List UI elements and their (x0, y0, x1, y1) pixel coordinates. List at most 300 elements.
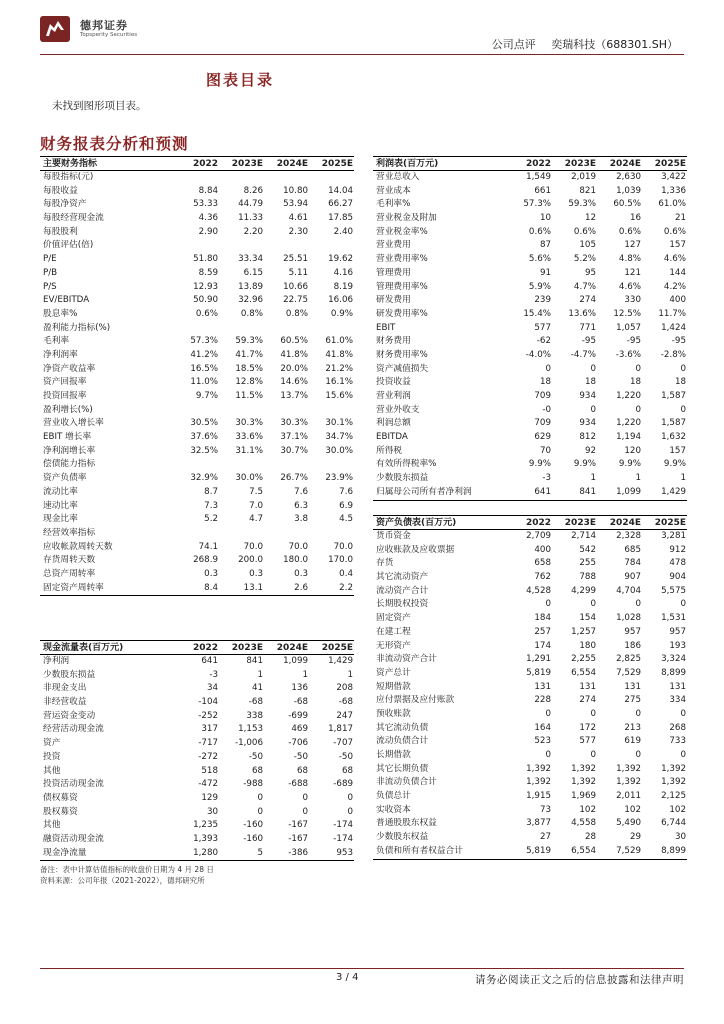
row-label: 流动负债合计 (376, 736, 429, 747)
cell-value: 4.6% (663, 254, 686, 265)
year-header: 2022 (525, 159, 551, 169)
cell-value: -3.6% (615, 349, 641, 360)
table-row (40, 847, 354, 861)
cell-value: 8,899 (661, 667, 686, 678)
table-row (373, 472, 687, 486)
table-row (40, 527, 354, 541)
cell-value: 1,153 (238, 724, 263, 735)
cell-value: 13.1 (243, 582, 263, 593)
cell-value: -167 (288, 833, 308, 844)
cell-value: 121 (624, 267, 641, 278)
table-row (373, 226, 687, 240)
cell-value: 0 (635, 708, 641, 719)
cell-value: 4.36 (198, 213, 218, 224)
cell-value: 16.5% (190, 363, 218, 374)
cell-value: 41.2% (190, 349, 218, 360)
cell-value: 30.1% (325, 418, 353, 429)
table-row (373, 585, 687, 599)
cell-value: 44.79 (238, 199, 263, 210)
row-label: 应收账款及应收票据 (376, 544, 455, 555)
year-header: 2022 (192, 159, 218, 169)
cell-value: 0.8% (285, 308, 308, 319)
table-row (40, 737, 354, 751)
cell-value: 16.1% (325, 377, 353, 388)
cell-value: 27 (539, 832, 551, 843)
cell-value: 5.6% (528, 254, 551, 265)
page-number: 3 / 4 (336, 972, 359, 983)
cell-value: 0 (590, 750, 596, 760)
cell-value: 934 (579, 391, 596, 401)
cell-value: 1 (257, 669, 263, 680)
table-row (40, 723, 354, 737)
table-row (40, 765, 354, 779)
cell-value: 213 (624, 722, 641, 733)
row-label: 利润总额 (376, 418, 411, 429)
row-label: P/B (43, 267, 58, 278)
cell-value: -4.7% (570, 349, 596, 360)
table-row (40, 294, 354, 308)
cell-value: 11.33 (238, 213, 263, 224)
cell-value: 0 (545, 363, 551, 374)
cell-value: 4.16 (333, 267, 353, 278)
cell-value: 9.9% (573, 459, 596, 470)
row-label: 少数股东损益 (43, 669, 96, 680)
row-label: 其它流动负债 (376, 722, 429, 733)
table-row (40, 472, 354, 486)
cell-value: 338 (246, 710, 263, 721)
cell-value: 12.5% (613, 308, 641, 319)
cell-value: 934 (579, 418, 596, 429)
row-label: 在建工程 (376, 626, 411, 637)
cell-value: 10.80 (283, 185, 308, 196)
row-label: 财务费用率% (376, 349, 428, 360)
row-label: 投资 (43, 751, 61, 762)
table-row (373, 544, 687, 558)
cell-value (309, 239, 354, 253)
cell-value: 2,328 (616, 531, 641, 541)
cell-value: 0.6% (573, 226, 596, 237)
cell-value: 1,392 (571, 763, 596, 774)
row-label: 每股净资产 (43, 199, 87, 210)
cell-value: 66.27 (328, 199, 353, 210)
table-header (373, 156, 687, 171)
cell-value: -174 (333, 833, 353, 844)
cell-value: -2.8% (660, 349, 686, 360)
cell-value: 1,531 (661, 613, 686, 624)
cell-value: -689 (333, 779, 353, 790)
table-row (373, 831, 687, 845)
cell-value: 74.1 (198, 541, 218, 552)
row-label: 预收账款 (376, 708, 411, 719)
cell-value: 11.5% (235, 391, 263, 401)
cell-value: 0 (347, 792, 353, 803)
cell-value: 523 (534, 736, 551, 747)
cell-value: 518 (201, 765, 218, 776)
cell-value: 661 (534, 185, 551, 196)
cell-value (174, 239, 219, 253)
cell-value: 2.30 (288, 226, 308, 237)
cell-value: 164 (534, 722, 551, 733)
cell-value: 1,028 (616, 613, 641, 624)
cell-value: 5.9% (528, 281, 551, 292)
toc-title: 图表目录 (206, 71, 275, 89)
cell-value: 19.62 (328, 254, 353, 265)
cell-value: 10.66 (283, 281, 308, 292)
table-row (373, 735, 687, 749)
year-header: 2023E (564, 159, 596, 169)
row-label: 总资产周转率 (43, 568, 96, 579)
cell-value: 41.8% (325, 349, 353, 360)
cell-value: 0 (635, 750, 641, 760)
cell-value: 8,899 (661, 845, 686, 856)
year-header: 2024E (276, 643, 308, 653)
cell-value: 0 (302, 806, 308, 817)
row-label: 存货 (376, 558, 394, 569)
logo-text-en: Topsperity Securities (80, 32, 138, 38)
cell-value: 8.26 (243, 185, 263, 196)
table-row (373, 776, 687, 790)
cell-value: 957 (624, 626, 641, 637)
cell-value: 641 (534, 486, 551, 497)
cell-value: 0 (680, 750, 686, 760)
cell-value: 7,529 (616, 667, 641, 678)
row-label: 营业外收支 (376, 404, 420, 415)
cell-value: 105 (579, 240, 596, 251)
table-title: 利润表(百万元) (376, 159, 439, 169)
table-row (373, 322, 687, 336)
cell-value: 70.0 (333, 541, 353, 552)
cell-value: 1,424 (661, 322, 686, 333)
row-label: 营运资金变动 (43, 710, 96, 721)
row-label: 管理费用 (376, 267, 411, 278)
cell-value: 0 (545, 750, 551, 760)
row-label: 盈利增长(%) (43, 404, 93, 415)
cell-value: -95 (671, 336, 686, 347)
balance-sheet-table (373, 515, 687, 860)
row-label: 有效所得税率% (376, 459, 437, 470)
cell-value: 13.6% (568, 308, 596, 319)
cell-value: 6,554 (571, 667, 596, 678)
toc-note: 未找到图形项目表。 (52, 100, 147, 112)
cell-value: 7.3 (204, 500, 218, 511)
table-row (40, 568, 354, 582)
row-label: 研发费用率% (376, 308, 428, 319)
cell-value: 1 (635, 473, 641, 484)
logo-icon (40, 16, 70, 42)
table-row (373, 185, 687, 199)
cell-value: -4.0% (525, 349, 551, 360)
cell-value: 91 (539, 267, 551, 278)
cell-value: -95 (581, 336, 596, 347)
table-row (40, 198, 354, 212)
row-label: 净利润增长率 (43, 445, 96, 456)
table-row (373, 749, 687, 763)
cell-value: 157 (669, 445, 686, 456)
cell-value (264, 171, 309, 185)
cell-value: 9.9% (618, 459, 641, 470)
cell-value: 334 (669, 695, 686, 706)
cell-value: 821 (579, 185, 596, 196)
cell-value: 841 (246, 656, 263, 666)
row-label: EBITDA (376, 432, 408, 443)
cell-value: 129 (201, 792, 218, 803)
row-label: 实收资本 (376, 804, 411, 815)
table-row (40, 363, 354, 377)
cell-value: 619 (624, 736, 641, 747)
cell-value: 9.7% (195, 391, 218, 401)
table-row (373, 722, 687, 736)
table-row (40, 582, 354, 596)
row-label: 长期股权投资 (376, 599, 429, 610)
cell-value: 2.20 (243, 226, 263, 237)
row-label: 长期借款 (376, 750, 411, 760)
cell-value (174, 322, 219, 336)
cell-value: 60.5% (613, 199, 641, 210)
cell-value: 469 (291, 724, 308, 735)
row-label: 投资活动现金流 (43, 779, 104, 790)
table-row (40, 554, 354, 568)
cell-value: 170.0 (328, 555, 353, 566)
cell-value: 268 (669, 722, 686, 733)
cell-value: 4.6% (618, 281, 641, 292)
cell-value: 7.6 (294, 486, 308, 497)
cell-value: 0 (545, 599, 551, 610)
cell-value: 0.3 (204, 568, 218, 579)
table-row (40, 751, 354, 765)
cell-value: 18 (674, 377, 686, 388)
cell-value: 131 (579, 681, 596, 692)
year-header: 2024E (276, 159, 308, 169)
row-label: 流动比率 (43, 486, 78, 497)
cell-value: -699 (288, 710, 308, 721)
cell-value: 6,554 (571, 845, 596, 856)
table-row (40, 792, 354, 806)
table-row (373, 681, 687, 695)
cell-value (219, 322, 264, 336)
row-label: 投资收益 (376, 377, 411, 388)
cell-value: 400 (534, 544, 551, 555)
cell-value: 102 (624, 804, 641, 815)
cell-value: 18 (584, 377, 596, 388)
cell-value (309, 404, 354, 418)
cell-value: -95 (626, 336, 641, 347)
cell-value: 0.6% (528, 226, 551, 237)
cell-value: 10 (539, 213, 551, 224)
cell-value: 0 (590, 363, 596, 374)
table-row (40, 486, 354, 500)
cell-value: 0.6% (618, 226, 641, 237)
cell-value: 7.6 (339, 486, 353, 497)
table-row (40, 253, 354, 267)
cell-value: 120 (624, 445, 641, 456)
cell-value (309, 171, 354, 185)
cell-value: 2,709 (526, 531, 551, 541)
table-row (373, 845, 687, 859)
row-label: 固定资产 (376, 613, 411, 624)
cell-value: 812 (579, 432, 596, 443)
cell-value: -1,006 (234, 738, 263, 749)
table-row (373, 458, 687, 472)
cell-value (219, 239, 264, 253)
row-label: 所得税 (376, 445, 403, 456)
cell-value (219, 458, 264, 472)
row-label: P/S (43, 281, 57, 292)
row-label: 财务费用 (376, 336, 411, 347)
cell-value (309, 322, 354, 336)
cell-value: 0 (302, 792, 308, 803)
cell-value: 57.3% (523, 199, 551, 210)
cell-value: 904 (669, 572, 686, 583)
cell-value: 41.7% (235, 349, 263, 360)
cell-value: 0 (590, 708, 596, 719)
income-statement-table (373, 156, 687, 501)
cell-value: 3,324 (661, 654, 686, 665)
table-row (40, 171, 354, 185)
cell-value: 11.7% (658, 308, 686, 319)
row-label: 非流动资产合计 (376, 654, 437, 665)
table-row (373, 626, 687, 640)
cell-value: -62 (536, 336, 551, 347)
cell-value: 0 (680, 363, 686, 374)
table-row (40, 833, 354, 847)
cell-value: 1,587 (661, 418, 686, 429)
table-row (373, 557, 687, 571)
year-header: 2022 (192, 643, 218, 653)
cell-value: 30.5% (190, 418, 218, 429)
row-label: 现金净流量 (43, 847, 87, 858)
cell-value: 0 (635, 363, 641, 374)
cell-value: 1,392 (571, 777, 596, 788)
table-title: 现金流量表(百万元) (43, 643, 124, 653)
cell-value: 131 (534, 681, 551, 692)
cell-value: 1,220 (616, 391, 641, 401)
cell-value: 1,429 (661, 486, 686, 497)
row-label: 投资回报率 (43, 391, 87, 401)
table-row (373, 335, 687, 349)
cell-value: 1,257 (571, 626, 596, 637)
row-label: 价值评估(倍) (43, 240, 94, 251)
logo-text-cn: 德邦证券 (80, 19, 128, 32)
cell-value: 1,194 (616, 432, 641, 443)
cell-value: 30.7% (280, 445, 308, 456)
cell-value: 5 (257, 847, 263, 858)
row-label: 固定资产周转率 (43, 582, 104, 593)
cell-value: -174 (333, 820, 353, 831)
cell-value: 1,392 (661, 777, 686, 788)
cell-value: 1 (347, 669, 353, 680)
cell-value: 2,714 (571, 531, 596, 541)
row-label: 毛利率 (43, 336, 70, 347)
cell-value: 17.85 (328, 213, 353, 224)
cell-value: 4,528 (526, 585, 551, 596)
cell-value: 95 (584, 267, 596, 278)
cell-value: -160 (243, 820, 263, 831)
row-label: 融资活动现金流 (43, 833, 104, 844)
table-row (40, 806, 354, 820)
cell-value (174, 404, 219, 418)
row-label: 非现金支出 (43, 683, 87, 694)
cell-value: 0.9% (330, 308, 353, 319)
cell-value: 30.3% (235, 418, 263, 429)
cell-value: 12.8% (235, 377, 263, 388)
cell-value: 18.5% (235, 363, 263, 374)
row-label: 速动比率 (43, 500, 78, 511)
table-row (373, 390, 687, 404)
table-row (373, 486, 687, 500)
row-label: EBIT 增长率 (43, 432, 92, 443)
cell-value: -707 (333, 738, 353, 749)
cell-value: -386 (288, 847, 308, 858)
cell-value: 25.51 (283, 254, 308, 265)
row-label: 偿债能力指标 (43, 459, 96, 470)
cell-value: 30 (206, 806, 218, 817)
cell-value: 131 (669, 681, 686, 692)
cell-value: 478 (669, 558, 686, 569)
row-label: 资产回报率 (43, 377, 87, 388)
cell-value: 53.33 (193, 199, 218, 210)
cell-value: 12 (584, 213, 596, 224)
cell-value: 26.7% (280, 473, 308, 484)
table-row (373, 804, 687, 818)
cell-value: 13.7% (280, 391, 308, 401)
cell-value: 6.9 (339, 500, 353, 511)
row-label: 管理费用率% (376, 281, 428, 292)
table-row (373, 817, 687, 831)
row-label: 普通股股东权益 (376, 818, 437, 829)
table-row (373, 404, 687, 418)
row-label: 净利润 (43, 656, 70, 666)
cell-value: 20.0% (280, 363, 308, 374)
cell-value: 61.0% (658, 199, 686, 210)
cell-value: 154 (579, 613, 596, 624)
cell-value (264, 239, 309, 253)
table-title: 主要财务指标 (43, 159, 98, 169)
cell-value: -50 (248, 751, 263, 762)
row-label: 每股股利 (43, 226, 78, 237)
cell-value: 330 (624, 295, 641, 306)
cell-value: 239 (534, 295, 551, 306)
report-meta (492, 36, 678, 52)
cell-value: 1,039 (616, 185, 641, 196)
cell-value: 1,099 (283, 656, 308, 666)
cell-value: 1,392 (661, 763, 686, 774)
cell-value: 68 (296, 765, 308, 776)
table-row (373, 790, 687, 804)
cell-value: 59.3% (235, 336, 263, 347)
table-header (40, 640, 354, 655)
row-label: 负债和所有者权益合计 (376, 845, 463, 856)
table-row (373, 598, 687, 612)
cell-value: 53.94 (283, 199, 308, 210)
cell-value: 2,125 (661, 791, 686, 802)
cell-value: 15.4% (523, 308, 551, 319)
cell-value: 14.04 (328, 185, 353, 196)
year-header: 2023E (231, 643, 263, 653)
cell-value: 641 (201, 656, 218, 666)
report-type: 公司点评 (491, 38, 536, 51)
cell-value: 5.11 (288, 267, 308, 278)
cell-value: 1,915 (526, 791, 551, 802)
cell-value: 685 (624, 544, 641, 555)
table-row (373, 653, 687, 667)
table-row (40, 541, 354, 555)
table-row (40, 390, 354, 404)
row-label: 少数股东损益 (376, 473, 429, 484)
cell-value: 1 (680, 473, 686, 484)
cell-value: 1,429 (328, 656, 353, 666)
cell-value: 275 (624, 695, 641, 706)
cell-value: -717 (198, 738, 218, 749)
